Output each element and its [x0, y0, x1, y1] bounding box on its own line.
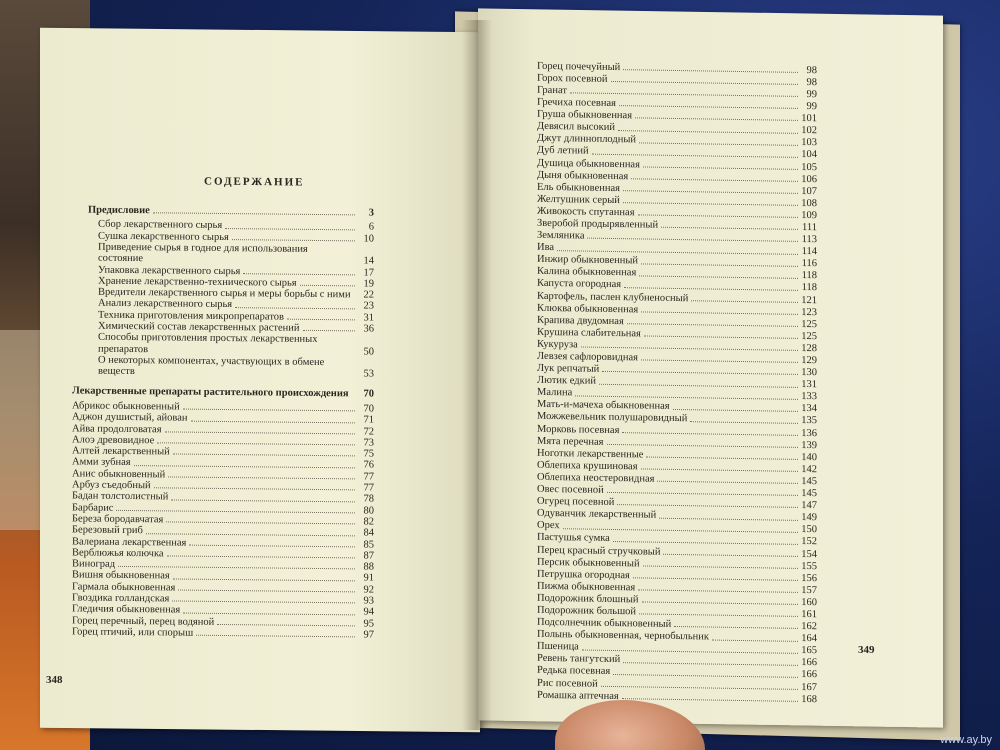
toc-entry	[72, 385, 374, 399]
toc-entry-title: Инжир обыкновенный	[537, 254, 639, 267]
toc-entry-title: Гармала обыкновенная	[72, 581, 176, 594]
toc-entry-title: Картофель, паслен клубненосный	[537, 290, 689, 304]
left-contents-list	[72, 204, 374, 640]
toc-entry-title: Абрикос обыкновенный	[72, 400, 180, 413]
dot-leader	[607, 492, 798, 496]
toc-entry-title: Виноград	[72, 558, 116, 570]
toc-entry-page: 139	[801, 439, 817, 451]
toc-entry-title: Бадан толстолистный	[72, 490, 169, 503]
dot-leader	[617, 505, 798, 509]
dot-leader	[623, 202, 798, 206]
toc-entry-title: Пижма обыкновенная	[537, 580, 636, 594]
dot-leader	[659, 517, 798, 520]
toc-entry-page: 154	[801, 548, 817, 560]
dot-leader	[116, 510, 355, 513]
dot-leader	[168, 477, 355, 480]
toc-entry-page: 145	[801, 475, 817, 488]
dot-leader	[225, 228, 355, 230]
toc-entry-title: Желтушник серый	[537, 193, 620, 206]
toc-entry-title: Облепиха крушиновая	[537, 459, 638, 473]
toc-entry-page: 23	[363, 300, 374, 313]
toc-entry-page: 125	[801, 330, 817, 343]
toc-entry-page: 109	[801, 209, 817, 222]
toc-entry-page: 105	[801, 161, 817, 173]
toc-entry-page: 114	[801, 246, 817, 258]
toc-entry-title: Лук репчатый	[537, 362, 600, 375]
dot-leader	[663, 554, 798, 557]
toc-entry-title: Калина обыкновенная	[537, 266, 637, 279]
toc-entry-title: Пшеница	[537, 641, 579, 653]
toc-entry-page: 103	[801, 137, 817, 149]
toc-entry-title: Вишня обыкновенная	[72, 569, 170, 582]
dot-leader	[243, 273, 355, 275]
toc-entry-page: 85	[363, 539, 374, 551]
dot-leader	[641, 360, 798, 363]
toc-entry-page: 50	[363, 346, 374, 358]
toc-entry-title: Капуста огородная	[537, 278, 622, 291]
toc-entry-title: Рис посевной	[537, 677, 598, 690]
toc-entry-page: 73	[363, 437, 374, 449]
toc-entry-title: Барбарис	[72, 502, 114, 514]
toc-entry-title: Айва продолговатая	[72, 422, 162, 435]
toc-entry-page: 101	[801, 113, 817, 125]
toc-entry-title: Одуванчик лекарственный	[537, 508, 657, 521]
dot-leader	[613, 541, 798, 545]
toc-entry-page: 17	[363, 266, 374, 279]
toc-entry-title: Крушина слабительная	[537, 326, 641, 340]
toc-entry-title: Ромашка аптечная	[537, 689, 619, 702]
dot-leader	[638, 590, 798, 594]
dot-leader	[661, 227, 798, 230]
toc-entry-title: Зверобой продырявленный	[537, 217, 659, 231]
dot-leader	[627, 323, 798, 327]
toc-entry-page: 70	[363, 403, 374, 415]
toc-entry-page: 108	[801, 197, 817, 209]
toc-entry-title: Живокость спутанная	[537, 205, 635, 219]
toc-entry-title: Овес посевной	[537, 483, 604, 496]
toc-entry-title: Способы приготовления простых лекарственных препаратов	[98, 332, 318, 355]
toc-entry-title: Сбор лекарственного сырья	[98, 218, 223, 232]
dot-leader	[642, 602, 798, 605]
toc-entry-title: Пастушья сумка	[537, 532, 610, 545]
toc-entry-title: Амми зубная	[72, 456, 131, 469]
toc-entry-page: 107	[801, 185, 817, 197]
toc-entry-page: 152	[801, 536, 817, 548]
toc-entry-page: 10	[363, 233, 374, 245]
dot-leader	[641, 311, 798, 314]
dot-leader	[165, 431, 355, 434]
toc-entry-page: 145	[801, 487, 817, 500]
toc-entry-title: Перец красный стручковый	[537, 544, 661, 558]
toc-entry-page: 116	[801, 258, 817, 270]
toc-entry-title: Дуб летний	[537, 145, 589, 158]
toc-entry-page: 78	[363, 493, 374, 505]
toc-entry-title: Сушка лекарственного сырья	[98, 230, 229, 243]
toc-entry-title: Техника приготовления микропрепаратов	[98, 309, 284, 323]
toc-entry-title: Ноготки лекарственные	[537, 447, 644, 461]
toc-entry-title: О некоторых компонентах, участвующих в обмене веществ	[98, 354, 325, 378]
toc-entry-page: 87	[363, 550, 374, 562]
dot-leader	[287, 319, 355, 321]
toc-entry-page: 150	[801, 524, 817, 536]
toc-entry-page: 166	[801, 657, 817, 669]
toc-entry-title: Мать-и-мачеха обыкновенная	[537, 399, 670, 413]
toc-entry-title: Подорожник блошный	[537, 592, 639, 606]
dot-leader	[623, 662, 798, 666]
toc-entry-title: Горец птичий, или спорыш	[72, 626, 194, 639]
dot-leader	[611, 81, 798, 85]
toc-entry	[72, 332, 374, 358]
toc-entry-title: Химический состав лекарственных растений	[98, 320, 300, 334]
toc-entry-page: 167	[801, 681, 817, 693]
dot-leader	[153, 213, 355, 216]
toc-entry-page: 84	[363, 527, 374, 539]
toc-entry	[72, 241, 374, 267]
toc-entry-page: 3	[368, 207, 374, 219]
toc-entry	[72, 204, 374, 218]
toc-entry-title: Гледичия обыкновенная	[72, 603, 181, 616]
toc-entry-page: 82	[363, 516, 374, 528]
toc-entry-page: 134	[801, 403, 817, 415]
toc-entry-page: 106	[801, 173, 817, 185]
toc-entry-page: 111	[802, 221, 817, 234]
toc-entry-title: Валериана лекарственная	[72, 535, 187, 549]
toc-entry-page: 123	[801, 306, 817, 318]
toc-entry-title: Верблюжья колючка	[72, 547, 164, 560]
toc-entry-title: Гранат	[537, 84, 567, 97]
toc-entry-page: 70	[363, 388, 374, 400]
toc-entry-page: 125	[801, 318, 817, 330]
dot-leader	[300, 285, 355, 287]
toc-entry-page: 97	[363, 629, 374, 641]
dot-leader	[639, 142, 798, 145]
dot-leader	[673, 409, 798, 412]
toc-entry-page: 99	[806, 101, 817, 113]
toc-entry-page: 118	[801, 282, 817, 294]
toc-entry-page: 140	[801, 451, 817, 463]
toc-entry-page: 161	[801, 608, 817, 621]
dot-leader	[623, 190, 798, 194]
toc-entry-page: 166	[801, 669, 817, 681]
dot-leader	[622, 432, 798, 436]
right-contents-list	[537, 60, 817, 705]
toc-entry-page: 93	[363, 595, 374, 607]
toc-entry-page: 102	[801, 125, 817, 137]
toc-entry-page: 129	[801, 354, 817, 367]
toc-entry-page: 76	[363, 459, 374, 472]
toc-entry-page: 136	[801, 427, 817, 439]
toc-entry-page: 77	[363, 482, 374, 494]
toc-entry-title: Огурец посевной	[537, 495, 615, 509]
dot-leader	[191, 420, 355, 423]
dot-leader	[172, 601, 355, 604]
dot-leader	[189, 545, 355, 548]
toc-entry-page: 135	[801, 415, 817, 427]
toc-entry-page: 91	[363, 572, 374, 585]
toc-entry	[72, 354, 374, 380]
dot-leader	[235, 307, 355, 309]
dot-leader	[167, 556, 355, 559]
dot-leader	[633, 577, 798, 581]
dot-leader	[639, 275, 798, 278]
toc-entry-title: Ревень тангутский	[537, 653, 621, 666]
toc-entry-page: 121	[801, 294, 817, 306]
toc-entry-page: 92	[363, 584, 374, 596]
toc-entry-title: Аджон душистый, айован	[72, 411, 188, 424]
left-page-number: 348	[46, 674, 63, 686]
toc-entry-title: Подсолнечник обыкновенный	[537, 616, 672, 630]
dot-leader	[646, 457, 798, 460]
dot-leader	[196, 635, 355, 638]
dot-leader	[623, 69, 798, 73]
dot-leader	[639, 614, 798, 617]
dot-leader	[232, 239, 355, 241]
toc-entry-title: Петрушка огородная	[537, 568, 630, 581]
toc-entry-title: Можжевельник полушаровидный	[537, 411, 688, 425]
toc-entry-page: 149	[801, 512, 817, 524]
watermark: www.ay.by	[940, 734, 992, 746]
toc-entry-title: Редька посевная	[537, 665, 611, 678]
dot-leader	[613, 674, 798, 678]
toc-entry-page: 131	[801, 379, 817, 391]
dot-leader	[712, 639, 798, 641]
toc-entry-page: 142	[801, 463, 817, 476]
toc-entry-page: 99	[806, 88, 817, 101]
dot-leader	[146, 533, 355, 536]
toc-entry-title: Алтей лекарственный	[72, 445, 170, 458]
dot-leader	[602, 371, 798, 375]
dot-leader	[178, 590, 355, 593]
dot-leader	[154, 488, 355, 491]
dot-leader	[171, 499, 355, 502]
toc-entry-title: Крапива двудомная	[537, 314, 624, 327]
toc-entry-page: 156	[801, 572, 817, 584]
dot-leader	[691, 300, 798, 303]
toc-entry-title: Девясил высокий	[537, 121, 616, 134]
dot-leader	[643, 166, 798, 169]
dot-leader	[173, 578, 355, 581]
toc-entry-page: 53	[363, 368, 374, 380]
toc-entry-title: Орех	[537, 520, 560, 532]
toc-entry-title: Кукуруза	[537, 338, 578, 351]
book-gutter	[462, 20, 492, 730]
toc-entry-title: Ель обыкновенная	[537, 181, 620, 194]
toc-entry-page: 164	[801, 633, 817, 645]
toc-entry-page: 22	[363, 289, 374, 301]
toc-entry-page: 162	[801, 621, 817, 633]
dot-leader	[619, 105, 798, 109]
toc-entry-page: 147	[801, 500, 817, 512]
toc-entry-page: 168	[801, 693, 817, 705]
toc-entry-page: 80	[363, 505, 374, 517]
toc-entry-title: Малина	[537, 387, 573, 399]
toc-entry-title: Приведение сырья в годное для использования состояние	[98, 241, 308, 265]
dot-leader	[643, 565, 798, 568]
toc-entry-page: 165	[801, 645, 817, 657]
dot-leader	[674, 626, 798, 629]
toc-entry-page: 104	[801, 149, 817, 161]
toc-entry-page: 77	[363, 471, 374, 483]
toc-entry-title: Горох посевной	[537, 72, 608, 85]
toc-entry-page: 130	[801, 367, 817, 379]
dot-leader	[618, 130, 798, 134]
dot-leader	[631, 178, 798, 182]
toc-entry-title: Земляника	[537, 229, 585, 242]
dot-leader	[657, 481, 798, 484]
toc-entry-page: 6	[368, 221, 374, 233]
toc-entry-title: Арбуз съедобный	[72, 479, 151, 492]
toc-entry-page: 155	[801, 560, 817, 572]
toc-entry-page: 95	[363, 618, 374, 630]
dot-leader	[644, 336, 798, 339]
right-page-number: 349	[858, 644, 875, 656]
dot-leader	[635, 118, 798, 122]
toc-entry-title: Подорожник большой	[537, 604, 637, 618]
dot-leader	[217, 624, 355, 626]
toc-entry-page: 88	[363, 561, 374, 573]
toc-entry-page: 128	[801, 342, 817, 355]
toc-entry-page: 118	[801, 270, 817, 282]
toc-entry-title: Морковь посевная	[537, 423, 620, 436]
dot-leader	[690, 421, 798, 424]
toc-entry-page: 31	[363, 312, 374, 324]
toc-entry-title: Дыня обыкновенная	[537, 169, 629, 182]
toc-entry-title: Упаковка лекарственного сырья	[98, 264, 241, 277]
toc-entry-title: Гречиха посевная	[537, 96, 617, 110]
dot-leader	[607, 444, 799, 448]
toc-entry-title: Лютик едкий	[537, 375, 596, 387]
toc-entry-title: Анис обыкновенный	[72, 468, 166, 481]
toc-entry-title: Горец перечный, перец водяной	[72, 615, 215, 628]
dot-leader	[641, 263, 798, 266]
toc-entry-title: Анализ лекарственного сырья	[98, 298, 233, 311]
dot-leader	[183, 409, 355, 412]
toc-entry-title: Джут длинноплодный	[537, 133, 637, 146]
toc-entry-page: 75	[363, 448, 374, 460]
toc-entry-title: Мята перечная	[537, 435, 604, 448]
toc-entry-page: 71	[363, 414, 374, 426]
toc-entry-page: 98	[806, 76, 817, 89]
toc-entry-page: 157	[801, 584, 817, 596]
contents-title: СОДЕРЖАНИЕ	[204, 175, 305, 189]
toc-entry-title: Березовый гриб	[72, 524, 143, 537]
toc-entry-title: Левзея сафлоровидная	[537, 350, 638, 364]
dot-leader	[638, 215, 798, 219]
dot-leader	[183, 612, 355, 615]
toc-entry-page: 133	[801, 391, 817, 403]
toc-entry-title: Облепиха неостеровидная	[537, 471, 655, 485]
dot-leader	[134, 465, 355, 468]
toc-entry-title: Горец почечуйный	[537, 60, 621, 73]
dot-leader	[303, 330, 356, 332]
dot-leader	[157, 442, 355, 445]
toc-entry-title: Клюква обыкновенная	[537, 302, 639, 316]
toc-entry-title: Хранение лекарственно-технического сырья	[98, 275, 297, 289]
toc-entry-title: Персик обыкновенный	[537, 556, 640, 570]
dot-leader	[166, 522, 355, 525]
toc-entry-title: Вредители лекарственного сырья и меры борьбы с ними	[98, 286, 351, 301]
toc-entry-page: 14	[363, 255, 374, 267]
toc-entry-page: 36	[363, 323, 374, 335]
dot-leader	[118, 566, 355, 569]
dot-leader	[624, 287, 798, 291]
toc-entry-page: 94	[363, 606, 374, 618]
toc-entry-title: Груша обыкновенная	[537, 108, 633, 122]
toc-entry-title: Береза бородавчатая	[72, 513, 164, 526]
toc-entry-page: 72	[363, 426, 374, 438]
dot-leader	[173, 454, 355, 457]
toc-entry-title: Лекарственные препараты растительного происхождения	[72, 385, 349, 399]
toc-entry-page: 113	[801, 234, 817, 246]
toc-entry-title: Предисловие	[88, 204, 150, 217]
toc-entry-title: Душица обыкновенная	[537, 157, 640, 170]
dot-leader	[622, 698, 798, 702]
toc-entry-page: 98	[806, 64, 817, 76]
toc-entry-title: Гвоздика голландская	[72, 592, 170, 605]
toc-entry-title: Ива	[537, 241, 555, 254]
toc-entry-title: Полынь обыкновенная, чернобыльник	[537, 628, 709, 643]
toc-entry-page: 160	[801, 596, 817, 609]
toc-entry-title: Алоэ древовидное	[72, 434, 155, 447]
dot-leader	[641, 469, 798, 472]
toc-entry-page: 19	[363, 278, 374, 290]
